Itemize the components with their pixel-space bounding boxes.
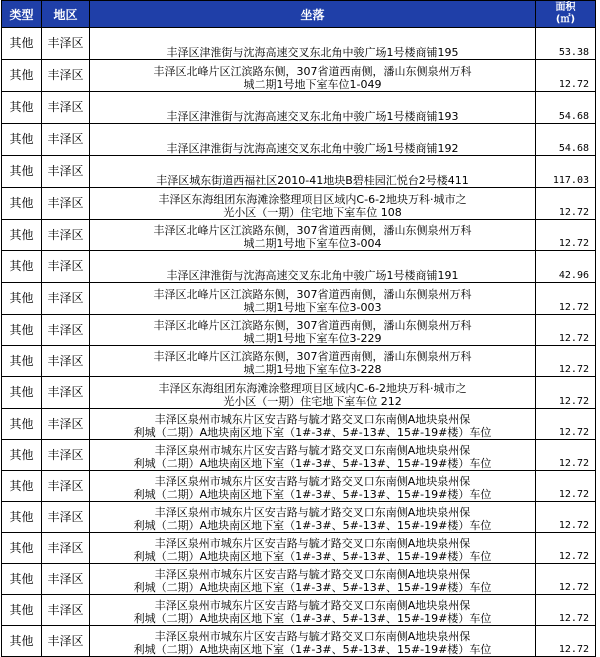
cell-type: 其他: [2, 156, 42, 188]
location-line: 丰泽区北峰片区江滨路东侧，307省道西南侧，潘山东侧泉州万科: [153, 319, 472, 332]
cell-location: [90, 92, 536, 124]
cell-size: 12.72: [536, 564, 596, 595]
header-area: 地区: [42, 1, 90, 28]
cell-size: 12.72: [536, 377, 596, 409]
cell-location: [90, 156, 536, 188]
cell-area: 丰泽区: [42, 220, 90, 251]
table-row: [2, 346, 596, 377]
location-line: 丰泽区泉州市城东片区安吉路与毓才路交叉口东南侧A地块泉州保: [154, 630, 471, 643]
cell-location: [90, 28, 536, 60]
cell-area: 丰泽区: [42, 346, 90, 377]
table-row: [2, 533, 596, 564]
cell-area: 丰泽区: [42, 409, 90, 440]
table-row: [2, 315, 596, 346]
location-line: 丰泽区泉州市城东片区安吉路与毓才路交叉口东南侧A地块泉州保: [154, 444, 471, 457]
cell-area: 丰泽区: [42, 626, 90, 657]
cell-type: 其他: [2, 220, 42, 251]
location-line: 丰泽区城东街道西福社区2010-41地块B碧桂园汇悦台2号楼411: [156, 174, 469, 187]
cell-type: 其他: [2, 533, 42, 564]
cell-type: 其他: [2, 28, 42, 60]
cell-size: 117.03: [536, 156, 596, 188]
location-line: 丰泽区泉州市城东片区安吉路与毓才路交叉口东南侧A地块泉州保: [154, 568, 471, 581]
location-line: 丰泽区北峰片区江滨路东侧，307省道西南侧，潘山东侧泉州万科: [153, 288, 472, 301]
location-line: 丰泽区北峰片区江滨路东侧，307省道西南侧，潘山东侧泉州万科: [153, 224, 472, 237]
cell-type: 其他: [2, 595, 42, 626]
cell-location: [90, 220, 536, 251]
table-row: [2, 283, 596, 315]
cell-area: 丰泽区: [42, 283, 90, 315]
cell-location: [90, 315, 536, 346]
cell-type: 其他: [2, 251, 42, 283]
header-location: 坐落: [90, 1, 536, 28]
cell-area: 丰泽区: [42, 471, 90, 502]
cell-location: [90, 564, 536, 595]
cell-type: 其他: [2, 409, 42, 440]
cell-area: 丰泽区: [42, 156, 90, 188]
location-line: 丰泽区津淮街与沈海高速交叉东北角中骏广场1号楼商铺192: [166, 142, 459, 155]
cell-size: 54.68: [536, 92, 596, 124]
location-line: 利城（二期）A地块南区地下室（1#-3#、5#-13#、15#-19#楼）车位: [133, 457, 492, 470]
location-line: 丰泽区津淮街与沈海高速交叉东北角中骏广场1号楼商铺193: [166, 110, 459, 123]
location-line: 城二期1号地下室车位1-049: [243, 78, 382, 91]
location-line: 丰泽区北峰片区江滨路东侧，307省道西南侧，潘山东侧泉州万科: [153, 65, 472, 78]
cell-type: 其他: [2, 92, 42, 124]
property-table: [1, 0, 596, 657]
location-line: 丰泽区泉州市城东片区安吉路与毓才路交叉口东南侧A地块泉州保: [154, 475, 471, 488]
table-row: [2, 409, 596, 440]
table-row: [2, 440, 596, 471]
cell-location: [90, 533, 536, 564]
table-body: [2, 28, 596, 657]
cell-type: 其他: [2, 283, 42, 315]
cell-location: [90, 409, 536, 440]
cell-area: 丰泽区: [42, 124, 90, 156]
cell-type: 其他: [2, 626, 42, 657]
table-row: [2, 28, 596, 60]
location-line: 利城（二期）A地块南区地下室（1#-3#、5#-13#、15#-19#楼）车位: [133, 612, 492, 625]
cell-size: 53.38: [536, 28, 596, 60]
cell-location: [90, 595, 536, 626]
location-line: 丰泽区泉州市城东片区安吉路与毓才路交叉口东南侧A地块泉州保: [154, 599, 471, 612]
cell-location: [90, 60, 536, 92]
location-line: 丰泽区泉州市城东片区安吉路与毓才路交叉口东南侧A地块泉州保: [154, 537, 471, 550]
cell-type: 其他: [2, 377, 42, 409]
cell-type: 其他: [2, 502, 42, 533]
cell-area: 丰泽区: [42, 533, 90, 564]
cell-location: [90, 283, 536, 315]
table-row: [2, 92, 596, 124]
cell-size: 54.68: [536, 124, 596, 156]
cell-area: 丰泽区: [42, 377, 90, 409]
location-line: 丰泽区北峰片区江滨路东侧，307省道西南侧，潘山东侧泉州万科: [153, 350, 472, 363]
cell-location: [90, 471, 536, 502]
cell-area: 丰泽区: [42, 502, 90, 533]
location-line: 光小区（一期）住宅地下室车位 212: [223, 395, 402, 408]
location-line: 利城（二期）A地块南区地下室（1#-3#、5#-13#、15#-19#楼）车位: [133, 643, 492, 656]
cell-location: [90, 251, 536, 283]
cell-area: 丰泽区: [42, 28, 90, 60]
cell-area: 丰泽区: [42, 60, 90, 92]
location-line: 丰泽区津淮街与沈海高速交叉东北角中骏广场1号楼商铺191: [166, 269, 459, 282]
cell-location: [90, 502, 536, 533]
header-type: 类型: [2, 1, 42, 28]
cell-area: 丰泽区: [42, 188, 90, 220]
location-line: 城二期1号地下室车位3-228: [243, 363, 382, 376]
table-row: [2, 251, 596, 283]
location-line: 丰泽区津淮街与沈海高速交叉东北角中骏广场1号楼商铺195: [166, 46, 459, 59]
cell-location: [90, 188, 536, 220]
cell-area: 丰泽区: [42, 251, 90, 283]
table-row: [2, 124, 596, 156]
cell-area: 丰泽区: [42, 595, 90, 626]
cell-area: 丰泽区: [42, 440, 90, 471]
cell-type: 其他: [2, 471, 42, 502]
cell-location: [90, 124, 536, 156]
table-row: [2, 60, 596, 92]
cell-location: [90, 626, 536, 657]
cell-area: 丰泽区: [42, 564, 90, 595]
cell-size: 12.72: [536, 626, 596, 657]
cell-size: 12.72: [536, 502, 596, 533]
location-line: 光小区（一期）住宅地下室车位 108: [223, 206, 402, 219]
cell-size: 12.72: [536, 60, 596, 92]
header-row: [2, 1, 596, 28]
cell-type: 其他: [2, 564, 42, 595]
table-row: [2, 471, 596, 502]
location-line: 丰泽区泉州市城东片区安吉路与毓才路交叉口东南侧A地块泉州保: [154, 413, 471, 426]
cell-size: 12.72: [536, 440, 596, 471]
cell-location: [90, 440, 536, 471]
location-line: 城二期1号地下室车位3-229: [243, 332, 382, 345]
cell-size: 12.72: [536, 533, 596, 564]
location-line: 丰泽区东海组团东海滩涂整理项目区域内C-6-2地块万科·城市之: [158, 193, 467, 206]
table-row: [2, 595, 596, 626]
cell-size: 12.72: [536, 471, 596, 502]
cell-size: 42.96: [536, 251, 596, 283]
cell-size: 12.72: [536, 346, 596, 377]
table-row: [2, 156, 596, 188]
location-line: 城二期1号地下室车位3-003: [243, 301, 382, 314]
table-row: [2, 564, 596, 595]
cell-type: 其他: [2, 60, 42, 92]
location-line: 利城（二期）A地块南区地下室（1#-3#、5#-13#、15#-19#楼）车位: [133, 426, 492, 439]
cell-size: 12.72: [536, 220, 596, 251]
cell-area: 丰泽区: [42, 315, 90, 346]
table-row: [2, 220, 596, 251]
cell-area: 丰泽区: [42, 92, 90, 124]
header-size-label: 面积: [555, 2, 576, 13]
cell-location: [90, 377, 536, 409]
table-row: [2, 188, 596, 220]
cell-type: 其他: [2, 124, 42, 156]
cell-type: 其他: [2, 440, 42, 471]
table-row: [2, 502, 596, 533]
location-line: 利城（二期）A地块南区地下室（1#-3#、5#-13#、15#-19#楼）车位: [133, 581, 492, 594]
cell-type: 其他: [2, 315, 42, 346]
cell-location: [90, 346, 536, 377]
location-line: 城二期1号地下室车位3-004: [243, 237, 382, 250]
cell-size: 12.72: [536, 188, 596, 220]
location-line: 利城（二期）A地块南区地下室（1#-3#、5#-13#、15#-19#楼）车位: [133, 488, 492, 501]
location-line: 利城（二期）A地块南区地下室（1#-3#、5#-13#、15#-19#楼）车位: [133, 519, 492, 532]
location-line: 利城（二期）A地块南区地下室（1#-3#、5#-13#、15#-19#楼）车位: [133, 550, 492, 563]
location-line: 丰泽区泉州市城东片区安吉路与毓才路交叉口东南侧A地块泉州保: [154, 506, 471, 519]
cell-size: 12.72: [536, 595, 596, 626]
cell-type: 其他: [2, 188, 42, 220]
table-row: [2, 626, 596, 657]
header-size: [536, 1, 596, 28]
location-line: 丰泽区东海组团东海滩涂整理项目区域内C-6-2地块万科·城市之: [158, 382, 467, 395]
header-size-unit: (㎡): [555, 14, 576, 25]
table-row: [2, 377, 596, 409]
cell-size: 12.72: [536, 283, 596, 315]
cell-type: 其他: [2, 346, 42, 377]
cell-size: 12.72: [536, 409, 596, 440]
cell-size: 12.72: [536, 315, 596, 346]
